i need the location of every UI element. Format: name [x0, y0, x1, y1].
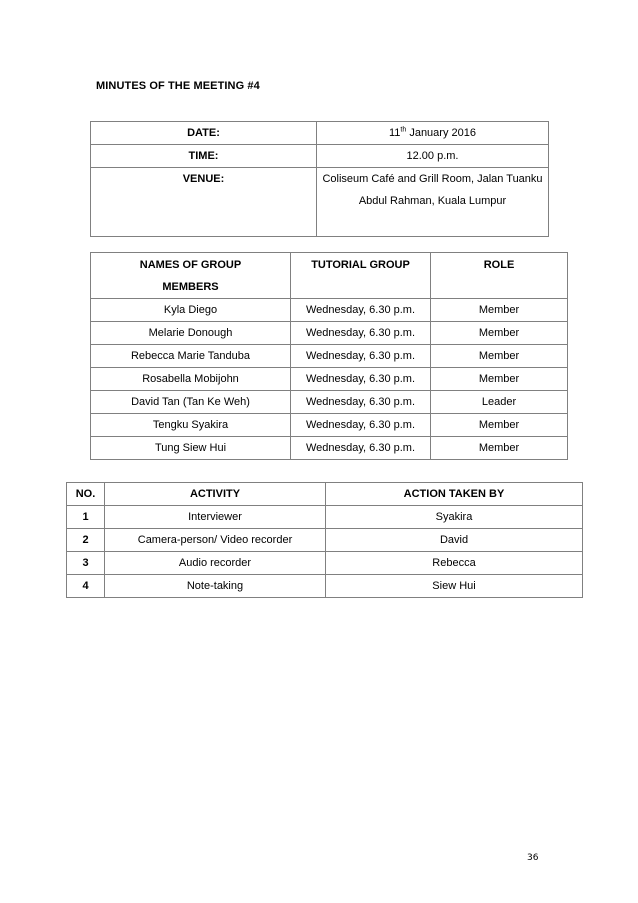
member-role: Member	[431, 414, 568, 437]
member-name: David Tan (Tan Ke Weh)	[91, 391, 291, 414]
table-row	[91, 299, 568, 322]
activity-name: Audio recorder	[105, 552, 326, 575]
table-row	[67, 529, 583, 552]
member-role: Member	[431, 437, 568, 460]
member-group: Wednesday, 6.30 p.m.	[291, 368, 431, 391]
date-value	[317, 122, 549, 145]
member-group: Wednesday, 6.30 p.m.	[291, 299, 431, 322]
activity-table	[66, 482, 583, 598]
date-suffix: th	[400, 126, 407, 134]
activity-action: David	[326, 529, 583, 552]
activity-no-header: NO.	[67, 483, 105, 506]
member-name: Melarie Donough	[91, 322, 291, 345]
page-number: 36	[527, 853, 539, 863]
members-role-header: ROLE	[431, 253, 568, 299]
meeting-info-table	[90, 121, 549, 237]
activity-action-header: ACTION TAKEN BY	[326, 483, 583, 506]
activity-action: Rebecca	[326, 552, 583, 575]
members-name-header	[91, 253, 291, 299]
members-name-header-line1: NAMES OF GROUP	[139, 259, 242, 271]
members-header-row	[91, 253, 568, 299]
activity-name-header: ACTIVITY	[105, 483, 326, 506]
time-row	[91, 145, 549, 168]
member-role: Member	[431, 299, 568, 322]
activity-name: Camera-person/ Video recorder	[105, 529, 326, 552]
activity-no: 1	[67, 506, 105, 529]
table-row	[91, 322, 568, 345]
activity-name: Interviewer	[105, 506, 326, 529]
time-label: TIME:	[91, 145, 317, 168]
member-name: Tengku Syakira	[91, 414, 291, 437]
activity-no: 2	[67, 529, 105, 552]
activity-no: 4	[67, 575, 105, 598]
members-table	[90, 252, 568, 460]
page-title: MINUTES OF THE MEETING #4	[96, 80, 260, 92]
date-label: DATE:	[91, 122, 317, 145]
table-row	[67, 575, 583, 598]
venue-value: Coliseum Café and Grill Room, Jalan Tuanku Abdul Rahman, Kuala Lumpur	[317, 168, 549, 237]
member-role: Member	[431, 322, 568, 345]
activity-no: 3	[67, 552, 105, 575]
member-name: Tung Siew Hui	[91, 437, 291, 460]
table-row	[67, 506, 583, 529]
member-role: Leader	[431, 391, 568, 414]
member-name: Kyla Diego	[91, 299, 291, 322]
activity-name: Note-taking	[105, 575, 326, 598]
activity-action: Siew Hui	[326, 575, 583, 598]
member-group: Wednesday, 6.30 p.m.	[291, 345, 431, 368]
date-day: 11	[389, 127, 401, 139]
table-row	[91, 414, 568, 437]
date-row	[91, 122, 549, 145]
activity-action: Syakira	[326, 506, 583, 529]
time-value: 12.00 p.m.	[317, 145, 549, 168]
member-role: Member	[431, 345, 568, 368]
table-row	[91, 391, 568, 414]
members-group-header: TUTORIAL GROUP	[291, 253, 431, 299]
member-name: Rosabella Mobijohn	[91, 368, 291, 391]
member-group: Wednesday, 6.30 p.m.	[291, 437, 431, 460]
member-name: Rebecca Marie Tanduba	[91, 345, 291, 368]
venue-row	[91, 168, 549, 237]
date-month-year: January 2016	[406, 127, 476, 139]
table-row	[91, 368, 568, 391]
members-name-header-line2: MEMBERS	[162, 281, 219, 293]
member-role: Member	[431, 368, 568, 391]
member-group: Wednesday, 6.30 p.m.	[291, 322, 431, 345]
table-row	[67, 552, 583, 575]
member-group: Wednesday, 6.30 p.m.	[291, 391, 431, 414]
activity-header-row	[67, 483, 583, 506]
table-row	[91, 345, 568, 368]
table-row	[91, 437, 568, 460]
member-group: Wednesday, 6.30 p.m.	[291, 414, 431, 437]
venue-label: VENUE:	[91, 168, 317, 237]
